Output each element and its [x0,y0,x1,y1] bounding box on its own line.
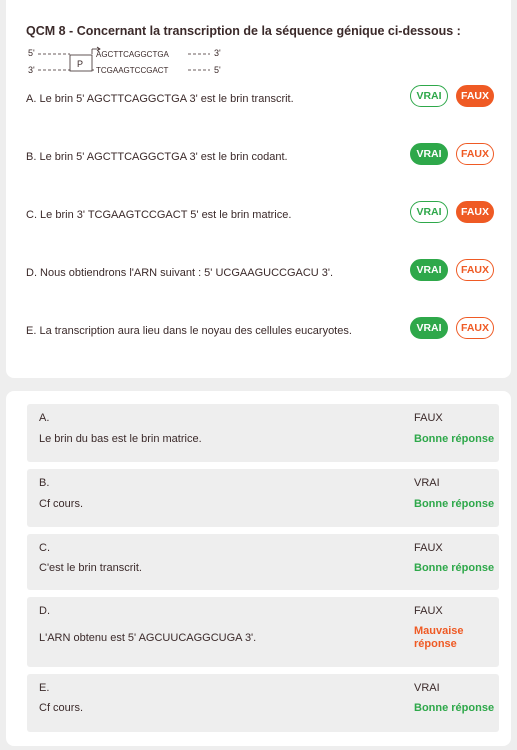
correction-letter: E. [39,682,50,694]
diagram-bottom-seq: TCGAAGTCCGACT [96,66,169,75]
correction-item-c [27,534,499,590]
correction-verdict: Bonne réponse [414,433,495,445]
promoter-label: P [77,59,84,69]
faux-button[interactable]: FAUX [456,85,494,107]
diagram-top-seq: AGCTTCAGGCTGA [96,50,169,59]
question-text: A. Le brin 5' AGCTTCAGGCTGA 3' est le brin transcrit. [26,93,294,105]
diagram-bottom-left: 3' [28,65,35,75]
correction-truth: FAUX [414,542,443,554]
diagram-top-right: 3' [214,48,221,58]
corrections-card [6,391,511,746]
correction-truth: FAUX [414,412,443,424]
question-text: E. La transcription aura lieu dans le noyau des cellules eucaryotes. [26,325,352,337]
correction-letter: B. [39,477,50,489]
correction-item-d [27,597,499,667]
question-title: QCM 8 - Concernant la transcription de la séquence génique ci-dessous : [26,24,461,38]
vrai-button[interactable]: VRAI [410,143,448,165]
correction-letter: A. [39,412,50,424]
correction-explanation: C'est le brin transcrit. [39,562,142,574]
faux-button[interactable]: FAUX [456,259,494,281]
correction-truth: VRAI [414,682,440,694]
correction-verdict: Bonne réponse [414,562,495,574]
correction-letter: C. [39,542,50,554]
correction-verdict: Bonne réponse [414,498,495,510]
correction-item-b [27,469,499,527]
correction-explanation: L'ARN obtenu est 5' AGCUUCAGGCUGA 3'. [39,632,257,644]
correction-item-a [27,404,499,462]
correction-item-e [27,674,499,732]
correction-verdict: Mauvaise réponse [414,625,464,650]
correction-explanation: Cf cours. [39,498,84,510]
faux-button[interactable]: FAUX [456,317,494,339]
question-card [6,0,511,378]
correction-truth: FAUX [414,605,443,617]
correction-explanation: Cf cours. [39,702,84,714]
diagram-top-left: 5' [28,48,35,58]
faux-button[interactable]: FAUX [456,201,494,223]
vrai-button[interactable]: VRAI [410,317,448,339]
question-item-b [6,143,511,173]
question-item-d [6,259,511,289]
question-text: B. Le brin 5' AGCTTCAGGCTGA 3' est le brin codant. [26,151,288,163]
correction-letter: D. [39,605,50,617]
question-item-c [6,201,511,231]
faux-button[interactable]: FAUX [456,143,494,165]
question-item-e [6,317,511,347]
correction-truth: VRAI [414,477,440,489]
vrai-button[interactable]: VRAI [410,85,448,107]
gene-sequence-diagram [26,46,246,78]
diagram-bottom-right: 5' [214,65,221,75]
question-text: C. Le brin 3' TCGAAGTCCGACT 5' est le brin matrice. [26,209,292,221]
correction-verdict: Bonne réponse [414,702,495,714]
vrai-button[interactable]: VRAI [410,201,448,223]
correction-explanation: Le brin du bas est le brin matrice. [39,433,202,445]
vrai-button[interactable]: VRAI [410,259,448,281]
question-text: D. Nous obtiendrons l'ARN suivant : 5' UCGAAGUCCGACU 3'. [26,267,334,279]
question-item-a [6,85,511,115]
